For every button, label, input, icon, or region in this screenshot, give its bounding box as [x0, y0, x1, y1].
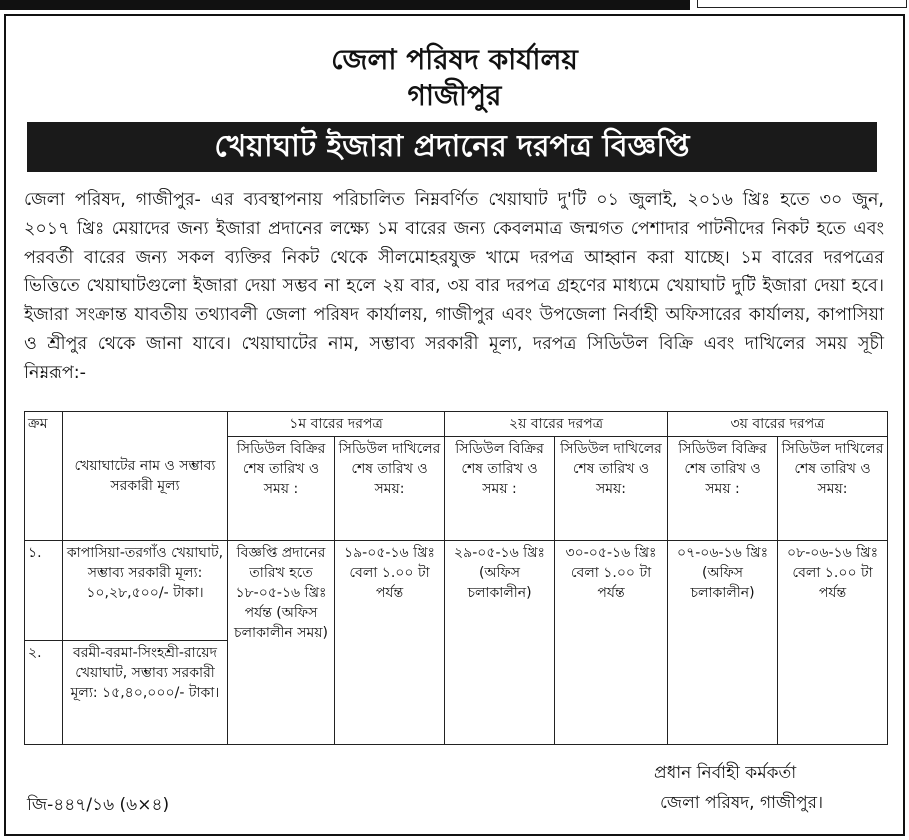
- subheader-sale: সিডিউল বিক্রির শেষ তারিখ ও সময় :: [228, 437, 335, 541]
- header-round-1: ১ম বারের দরপত্র: [228, 412, 445, 437]
- round1-submit-cell: ১৯-০৫-১৬ খ্রিঃ বেলা ১.০০ টা পর্যন্ত: [335, 541, 445, 745]
- reference-number: জি-৪৪৭/১৬ (৬×৪): [27, 795, 170, 815]
- table-row: [25, 541, 888, 641]
- top-box: [697, 0, 907, 8]
- org-location: গাজীপুর: [407, 79, 502, 112]
- round3-sale-cell: ০৭-০৬-১৬ খ্রিঃ (অফিস চলাকালীন): [668, 541, 778, 745]
- header-serial: ক্রম: [25, 412, 63, 541]
- notice-body: জেলা পরিষদ, গাজীপুর- এর ব্যবস্থাপনায় পরিচালিত নিম্নবর্ণিত খেয়াঘাট দু'টি ০১ জুলাই, ২০১৬ খ্রিঃ হতে ৩০ জুন, ২০১৭ খ্রিঃ মেয়াদের জন্য ইজারা প্রদানের লক্ষ্যে ১ম বারের জন্য কেবলমাত্র জন্মগত পেশাদার পাটনীদের নিকট হতে এবং পরবর্তী বারের জন্য সকল ব্যক্তির নিকট থেকে সীলমোহরযুক্ত খামে দরপত্র আহ্বান করা যাচ্ছে। ১ম বারের দরপত্রের ভিত্তিতে খেয়াঘাটগুলো ইজারা দেয়া সম্ভব না হলে ২য় বার, ৩য় বার দরপত্র গ্রহণের মাধ্যমে খেয়াঘাট দুটি ইজারা দেয়া হবে। ইজারা সংক্রান্ত যাবতীয় তথ্যাবলী জেলা পরিষদ কার্যালয়, গাজীপুর এবং উপজেলা নির্বাহী অফিসারের কার্যালয়, কাপাসিয়া ও শ্রীপুর থেকে জানা যাবে। খেয়াঘাটের নাম, সম্ভাব্য সরকারী মূল্য, দরপত্র সিডিউল বিক্রি এবং দাখিলের সময় সূচী নিম্নরূপ:-: [24, 190, 884, 383]
- subheader-sale: সিডিউল বিক্রির শেষ তারিখ ও সময় :: [445, 437, 555, 541]
- schedule-table: [24, 411, 888, 745]
- round3-submit-cell: ০৮-০৬-১৬ খ্রিঃ বেলা ১.০০ টা পর্যন্ত: [778, 541, 888, 745]
- subheader-sale: সিডিউল বিক্রির শেষ তারিখ ও সময় :: [668, 437, 778, 541]
- subheader-submit: সিডিউল দাখিলের শেষ তারিখ ও সময়:: [778, 437, 888, 541]
- top-strip: [0, 0, 690, 10]
- signatory-title: প্রধান নির্বাহী কর্মকর্তা: [654, 763, 797, 783]
- round1-sale-cell: বিজ্ঞপ্তি প্রদানের তারিখ হতে ১৮-০৫-১৬ খ্রিঃ পর্যন্ত (অফিস চলাকালীন সময়): [228, 541, 335, 745]
- header-name: খেয়াঘাটের নাম ও সম্ভাব্য সরকারী মূল্য: [63, 412, 228, 541]
- subheader-submit: সিডিউল দাখিলের শেষ তারিখ ও সময়:: [555, 437, 668, 541]
- org-name: জেলা পরিষদ কার্যালয়: [331, 43, 578, 76]
- row-serial: ২.: [25, 641, 63, 745]
- subheader-submit: সিডিউল দাখিলের শেষ তারিখ ও সময়:: [335, 437, 445, 541]
- row-serial: ১.: [25, 541, 63, 641]
- signatory-office: জেলা পরিষদ, গাজীপুর।: [660, 793, 824, 813]
- round2-submit-cell: ৩০-০৫-১৬ খ্রিঃ বেলা ১.০০ টা পর্যন্ত: [555, 541, 668, 745]
- header-round-2: ২য় বারের দরপত্র: [445, 412, 668, 437]
- row-name: কাপাসিয়া-তরগাঁও খেয়াঘাট, সম্ভাব্য সরকারী মূল্য: ১০,২৮,৫০০/- টাকা।: [63, 541, 228, 641]
- row-name: বরমী-বরমা-সিংহশ্রী-রায়েদ খেয়াঘাট, সম্ভাব্য সরকারী মূল্য: ১৫,৪০,০০০/- টাকা।: [63, 641, 228, 745]
- headline-banner: খেয়াঘাট ইজারা প্রদানের দরপত্র বিজ্ঞপ্তি: [27, 122, 877, 172]
- round2-sale-cell: ২৯-০৫-১৬ খ্রিঃ (অফিস চলাকালীন): [445, 541, 555, 745]
- header-round-3: ৩য় বারের দরপত্র: [668, 412, 888, 437]
